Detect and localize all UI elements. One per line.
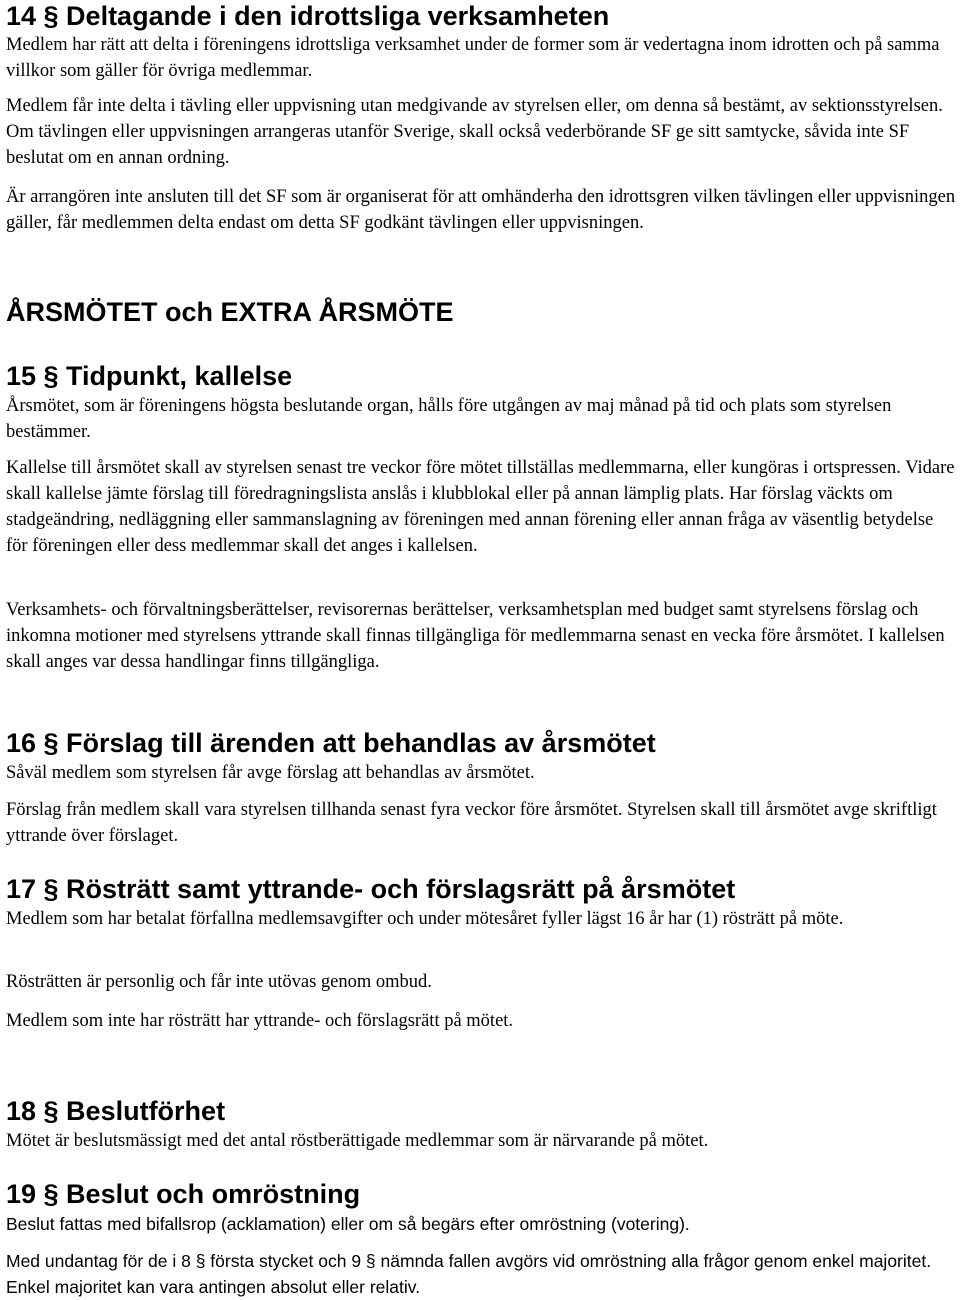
section-15-paragraph-1: Årsmötet, som är föreningens högsta beslutande organ, hålls före utgången av maj månad på tid och plats som styrelsen bestämmer. <box>6 396 892 442</box>
section-17-paragraph-1: Medlem som har betalat förfallna medlemsavgifter och under mötesåret fyller lägst 16 år har (1) rösträtt på möte. <box>6 909 844 929</box>
section-14-paragraph-1: Medlem har rätt att delta i föreningens idrottsliga verksamhet under de former som är vedertagna inom idrotten och på samma villkor som gäller för övriga medlemmar. <box>6 35 940 81</box>
section-16-paragraph-1: Såväl medlem som styrelsen får avge förslag att behandlas av årsmötet. <box>6 763 535 783</box>
section-19-paragraph-1: Beslut fattas med bifallsrop (acklamation) eller om så begärs efter omröstning (votering). <box>6 1214 690 1234</box>
section-16-heading: 16 § Förslag till ärenden att behandlas av årsmötet <box>6 728 656 758</box>
section-14-heading: 14 § Deltagande i den idrottsliga verksamheten <box>6 1 610 31</box>
section-19-paragraph-2: Med undantag för de i 8 § första stycket och 9 § nämnda fallen avgörs vid omröstning alla frågor genom enkel majoritet. Enkel majoritet kan vara antingen absolut eller relativ. <box>6 1251 932 1297</box>
section-14-paragraph-3: Är arrangören inte ansluten till det SF som är organiserat för att omhänderha den idrottsgren vilken tävlingen eller uppvisningen gäller, får medlemmen delta endast om detta SF godkänt tävlingen eller uppvisningen. <box>6 187 956 233</box>
chapter-heading: ÅRSMÖTET och EXTRA ÅRSMÖTE <box>6 297 454 327</box>
section-18-heading: 18 § Beslutförhet <box>6 1096 226 1126</box>
section-15-heading: 15 § Tidpunkt, kallelse <box>6 361 293 391</box>
section-17-paragraph-2: Rösträtten är personlig och får inte utövas genom ombud. <box>6 972 432 992</box>
section-15-paragraph-2: Kallelse till årsmötet skall av styrelsen senast tre veckor före mötet tillställas medlemmarna, eller kungöras i ortspressen. Vidare skall kallelse jämte förslag till föredragningslista anslås i klubblokal eller på annan lämplig plats. Har förslag väckts om stadgeändring, nedläggning eller sammanslagning av föreningen med annan förening eller annan fråga av väsentlig betydelse för föreningen eller dess medlemmar skall det anges i kallelsen. <box>6 458 955 556</box>
section-14-paragraph-2: Medlem får inte delta i tävling eller uppvisning utan medgivande av styrelsen eller, om denna så bestämt, av sektionsstyrelsen. Om tävlingen eller uppvisningen arrangeras utanför Sverige, skall också vederbörande SF ge sitt samtycke, såvida inte SF beslutat om en annan ordning. <box>6 96 943 168</box>
section-17-paragraph-3: Medlem som inte har rösträtt har yttrande- och förslagsrätt på mötet. <box>6 1011 514 1031</box>
section-17-heading: 17 § Rösträtt samt yttrande- och förslagsrätt på årsmötet <box>6 874 736 904</box>
section-16-paragraph-2: Förslag från medlem skall vara styrelsen tillhanda senast fyra veckor före årsmötet. Styrelsen skall till årsmötet avge skriftligt yttrande över förslaget. <box>6 800 937 846</box>
section-19-heading: 19 § Beslut och omröstning <box>6 1179 361 1209</box>
section-15-paragraph-3: Verksamhets- och förvaltningsberättelser, revisorernas berättelser, verksamhetsplan med budget samt styrelsens förslag och inkomna motioner med styrelsens yttrande skall finnas tillgängliga för medlemmarna senast en vecka före årsmötet. I kallelsen skall anges var dessa handlingar finns tillgängliga. <box>6 600 945 672</box>
section-18-paragraph-1: Mötet är beslutsmässigt med det antal röstberättigade medlemmar som är närvarande på mötet. <box>6 1131 709 1151</box>
